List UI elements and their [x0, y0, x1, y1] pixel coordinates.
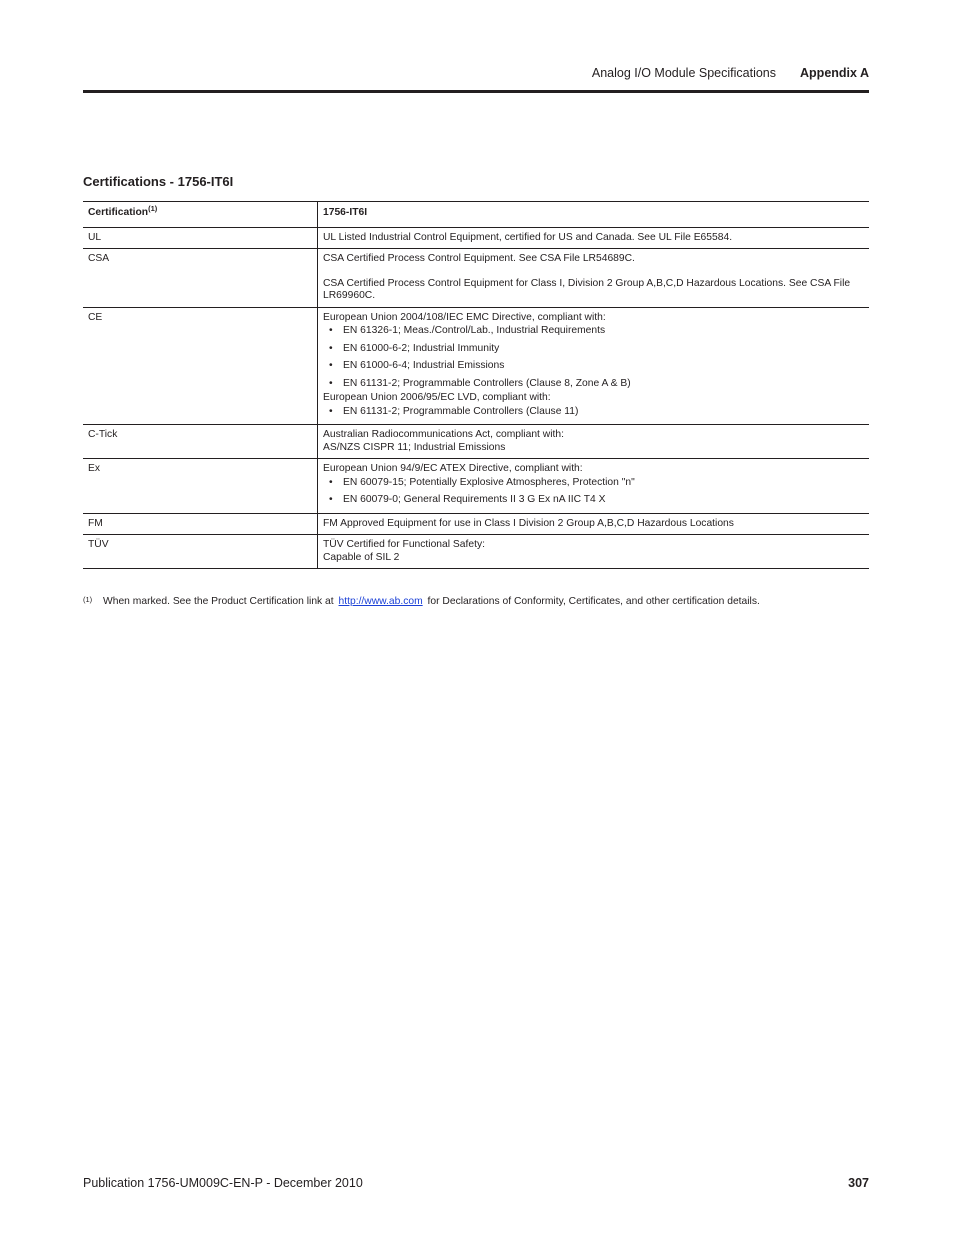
list-item: • EN 61000-6-2; Industrial Immunity	[329, 343, 864, 356]
list-item: • EN 61000-6-4; Industrial Emissions	[329, 360, 864, 373]
table-row	[83, 307, 869, 425]
cert-detail-text: CSA Certified Process Control Equipment for Class I, Division 2 Group A,B,C,D Hazardous Locations. See CSA File LR69960C.	[323, 277, 851, 301]
cert-detail-text: Capable of SIL 2	[323, 551, 400, 563]
list-item: • EN 60079-0; General Requirements II 3 G Ex nA IIC T4 X	[329, 494, 864, 507]
cert-detail-text: AS/NZS CISPR 11; Industrial Emissions	[323, 441, 506, 453]
page-header	[83, 66, 869, 93]
table-row	[83, 425, 869, 459]
list-item: • EN 60079-15; Potentially Explosive Atmospheres, Protection "n"	[329, 477, 864, 490]
cert-detail-cell	[318, 249, 870, 308]
cert-name-cell: FM	[83, 513, 318, 535]
cert-detail-text: European Union 2006/95/EC LVD, compliant with:	[323, 392, 551, 403]
cert-detail-text: UL Listed Industrial Control Equipment, certified for US and Canada. See UL File E65584.	[323, 231, 733, 243]
cert-name-cell: UL	[83, 227, 318, 249]
cert-detail-text: TÜV Certified for Functional Safety:	[323, 539, 485, 550]
cert-name-cell: TÜV	[83, 535, 318, 569]
footnote-text	[103, 596, 760, 607]
table-row	[83, 513, 869, 535]
header-section-title: Analog I/O Module Specifications	[591, 66, 777, 80]
column-header-certification-label: Certification	[88, 207, 149, 218]
cert-detail-text: Australian Radiocommunications Act, compliant with:	[323, 429, 564, 440]
cert-detail-cell	[318, 425, 870, 459]
publication-info: Publication 1756-UM009C-EN-P - December 2010	[83, 1176, 363, 1190]
cert-name-cell: CSA	[83, 249, 318, 308]
table-header-row	[83, 202, 869, 228]
cert-detail-cell	[318, 307, 870, 425]
footnote-reference: (1)	[148, 204, 158, 213]
cert-detail-cell	[318, 513, 870, 535]
header-appendix-label: Appendix A	[800, 66, 869, 80]
column-header-model: 1756-IT6I	[318, 202, 870, 228]
certifications-table	[83, 201, 869, 569]
cert-detail-cell	[318, 535, 870, 569]
table-row	[83, 249, 869, 308]
cert-detail-text: European Union 2004/108/IEC EMC Directive, compliant with:	[323, 311, 606, 323]
header-text	[592, 66, 869, 80]
footnote-text-after: for Declarations of Conformity, Certificates, and other certification details.	[427, 596, 760, 607]
cert-name-cell: Ex	[83, 459, 318, 514]
table-row	[83, 227, 869, 249]
bullet-list	[329, 406, 864, 419]
cert-detail-text: CSA Certified Process Control Equipment. See CSA File LR54689C.	[323, 253, 635, 264]
bullet-list	[329, 477, 864, 507]
cert-detail-cell	[318, 227, 870, 249]
cert-name-cell: C-Tick	[83, 425, 318, 459]
list-item: • EN 61326-1; Meas./Control/Lab., Industrial Requirements	[329, 325, 864, 338]
page-number: 307	[848, 1176, 869, 1190]
cert-detail-text: FM Approved Equipment for use in Class I Division 2 Group A,B,C,D Hazardous Locations	[323, 517, 734, 529]
footnote-marker: (1)	[83, 595, 93, 604]
column-header-certification	[83, 202, 318, 228]
table-row	[83, 459, 869, 514]
cert-detail-text: European Union 94/9/EC ATEX Directive, compliant with:	[323, 463, 583, 474]
bullet-list	[329, 325, 864, 390]
cert-detail-cell	[318, 459, 870, 514]
cert-name-cell: CE	[83, 307, 318, 425]
table-row	[83, 535, 869, 569]
table-title: Certifications - 1756-IT6I	[83, 174, 234, 189]
list-item: • EN 61131-2; Programmable Controllers (Clause 8, Zone A & B)	[329, 378, 864, 391]
list-item: • EN 61131-2; Programmable Controllers (Clause 11)	[329, 406, 864, 419]
footnote-text-before: When marked. See the Product Certification link at	[103, 596, 334, 607]
ab-website-link[interactable]: http://www.ab.com	[338, 596, 423, 607]
